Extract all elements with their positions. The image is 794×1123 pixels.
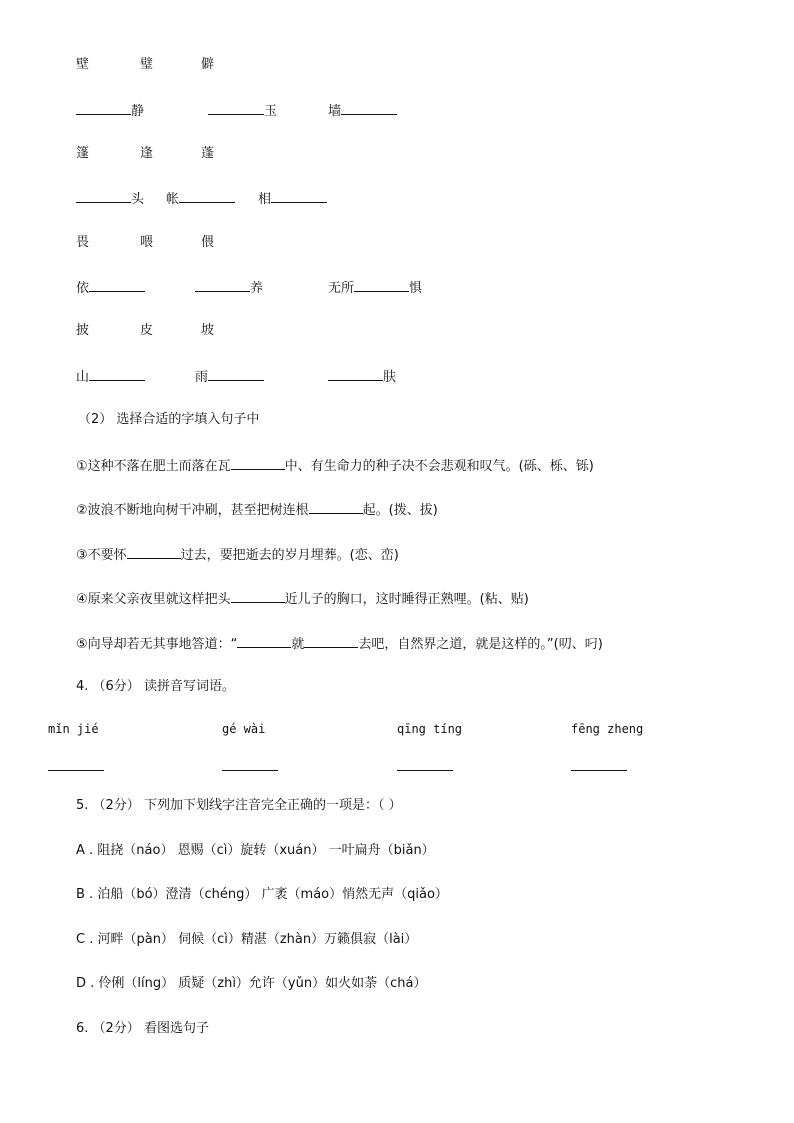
fill-item: 静: [76, 101, 144, 121]
char: 皮: [140, 323, 154, 338]
char: 壁: [76, 57, 90, 72]
question-5-title: 5. （2分） 下列加下划线字注音完全正确的一项是：（ ）: [76, 798, 402, 813]
sentence-5: ⑤向导却若无其事地答道：“ 就 去吧，自然界之道，就是这样的。”(叨、叼): [76, 634, 603, 654]
fill-item: 养: [195, 278, 263, 298]
fill-item: 墙: [328, 101, 397, 121]
char: 逢: [140, 146, 154, 161]
sentence-4: ④原来父亲夜里就这样把头 近儿子的胸口，这时睡得正熟哩。(粘、贴): [76, 589, 529, 609]
blank-line[interactable]: [231, 589, 285, 603]
char: 披: [76, 323, 90, 338]
answer-line[interactable]: [397, 770, 453, 771]
sentence-1: ①这种不落在肥土而落在瓦 中、有生命力的种子决不会悲观和叹气。(砾、栎、铄): [76, 456, 594, 476]
fill-item: 相: [258, 189, 327, 209]
fill-item: 肤: [328, 367, 396, 387]
pinyin-3: qīng tíng: [397, 722, 463, 736]
char: 篷: [76, 146, 90, 161]
char: 畏: [76, 235, 90, 250]
blank-line[interactable]: [328, 367, 383, 381]
question-6-title: 6. （2分） 看图选句子: [76, 1021, 209, 1036]
blank-line[interactable]: [179, 189, 235, 203]
answer-line[interactable]: [571, 770, 627, 771]
char: 僻: [201, 57, 215, 72]
blank-line[interactable]: [76, 189, 131, 203]
char: 璧: [140, 57, 154, 72]
blank-line[interactable]: [237, 634, 291, 648]
fill-item: 雨: [195, 367, 264, 387]
blank-line[interactable]: [304, 634, 358, 648]
section-heading: （2） 选择合适的字填入句子中: [78, 412, 260, 427]
fill-item: 无所 惧: [328, 278, 422, 298]
char: 喂: [140, 235, 154, 250]
fill-item: 头: [76, 189, 144, 209]
blank-line[interactable]: [231, 456, 285, 470]
pinyin-2: gé wài: [222, 722, 266, 736]
sentence-3: ③不要怀 过去，要把逝去的岁月埋葬。(恋、峦): [76, 545, 399, 565]
option-c[interactable]: C . 河畔（pàn） 伺候（cì）精湛（zhàn）万籁俱寂（lài）: [76, 932, 418, 947]
fill-item: 山: [76, 367, 145, 387]
fill-item: 依: [76, 278, 145, 298]
question-4-title: 4. （6分） 读拼音写词语。: [76, 679, 235, 694]
blank-line[interactable]: [127, 545, 181, 559]
char-row-1: [76, 56, 89, 74]
blank-line[interactable]: [309, 500, 363, 514]
blank-line[interactable]: [195, 278, 250, 292]
blank-line[interactable]: [89, 367, 145, 381]
blank-line[interactable]: [271, 189, 327, 203]
sentence-2: ②波浪不断地向树干冲刷，甚至把树连根 起。(拨、拔): [76, 500, 438, 520]
option-b[interactable]: B . 泊船（bó）澄清（chéng） 广袤（máo）悄然无声（qiǎo）: [76, 887, 448, 902]
pinyin-4: fēng zheng: [571, 722, 644, 736]
fill-item: 帐: [166, 189, 235, 209]
char: 蓬: [201, 146, 215, 161]
pinyin-1: mǐn jié: [48, 722, 99, 736]
fill-item: 玉: [208, 101, 277, 121]
answer-line[interactable]: [222, 770, 278, 771]
blank-line[interactable]: [208, 101, 264, 115]
char: 偎: [201, 235, 215, 250]
answer-line[interactable]: [48, 770, 104, 771]
option-a[interactable]: A . 阻挠（náo） 恩赐（cì）旋转（xuán） 一叶扁舟（biǎn）: [76, 843, 435, 858]
option-d[interactable]: D . 伶俐（líng） 质疑（zhì）允许（yǔn）如火如荼（chá）: [76, 976, 427, 991]
blank-line[interactable]: [76, 101, 131, 115]
blank-line[interactable]: [89, 278, 145, 292]
blank-line[interactable]: [341, 101, 397, 115]
char: 坡: [201, 323, 215, 338]
blank-line[interactable]: [208, 367, 264, 381]
blank-line[interactable]: [354, 278, 409, 292]
